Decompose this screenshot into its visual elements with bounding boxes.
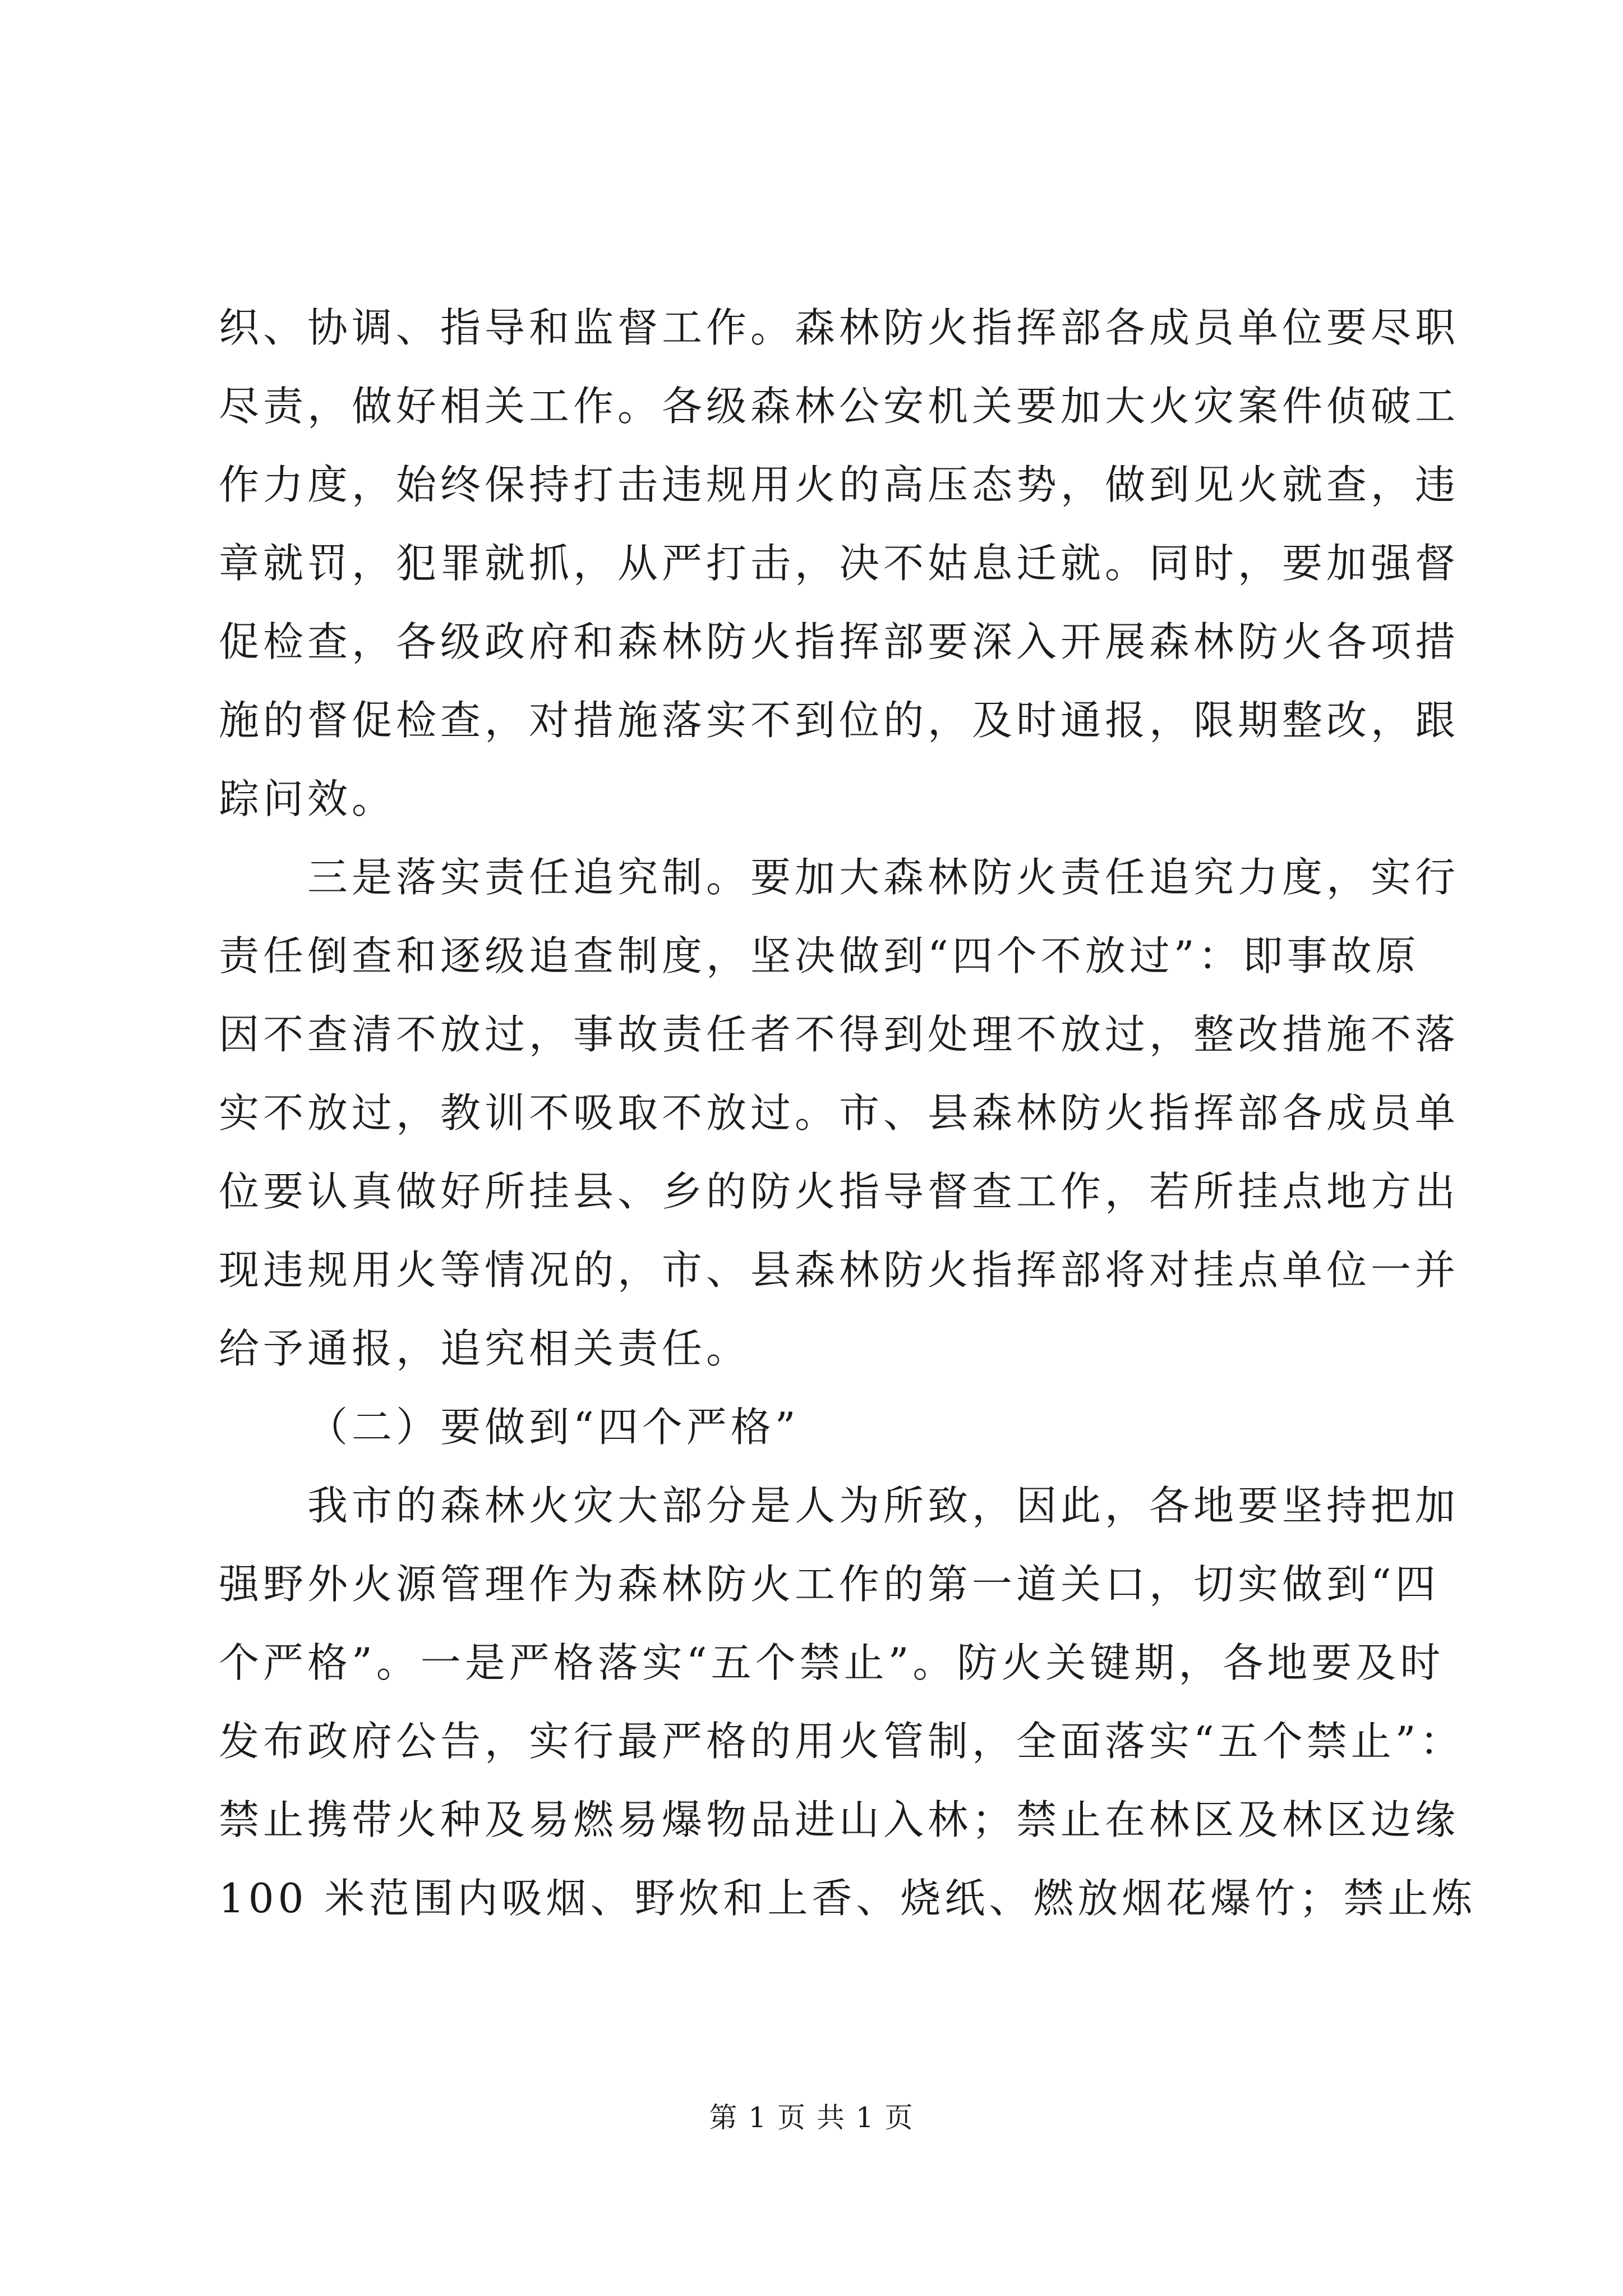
text-line: 踪问效。 [219,775,396,822]
text-line: 促检查，各级政府和森林防火指挥部要深入开展森林防火各项措 [219,618,1460,665]
text-line: 禁止携带火种及易燃易爆物品进山入林；禁止在林区及林区边缘 [219,1796,1460,1843]
text-line: 100 米范围内吸烟、野炊和上香、烧纸、燃放烟花爆竹；禁止炼 [219,1875,1477,1922]
text-line: 位要认真做好所挂县、乡的防火指导督查工作，若所挂点地方出 [219,1168,1460,1215]
text-line: 尽责，做好相关工作。各级森林公安机关要加大火灾案件侦破工 [219,383,1460,430]
text-line: 强野外火源管理作为森林防火工作的第一道关口，切实做到“四 [219,1561,1440,1608]
text-line: 发布政府公告，实行最严格的用火管制，全面落实“五个禁止”： [219,1718,1464,1765]
text-line: 给予通报，追究相关责任。 [219,1325,751,1372]
text-line: 施的督促检查，对措施落实不到位的，及时通报，限期整改，跟 [219,697,1460,744]
text-line: 个严格”。一是严格落实“五个禁止”。防火关键期，各地要及时 [219,1639,1445,1686]
text-line: 章就罚，犯罪就抓，从严打击，决不姑息迁就。同时，要加强督 [219,540,1460,587]
text-line: 责任倒查和逐级追查制度，坚决做到“四个不放过”：即事故原 [219,932,1420,979]
paragraph-first-line: 三是落实责任追究制。要加大森林防火责任追究力度，实行 [307,854,1460,901]
paragraph-first-line: 我市的森林火灾大部分是人为所致，因此，各地要坚持把加 [307,1482,1460,1529]
text-line: 实不放过，教训不吸取不放过。市、县森林防火指挥部各成员单 [219,1089,1460,1137]
text-line: 现违规用火等情况的，市、县森林防火指挥部将对挂点单位一并 [219,1246,1460,1294]
text-line: 因不查清不放过，事故责任者不得到处理不放过，整改措施不落 [219,1011,1460,1058]
text-line: 织、协调、指导和监督工作。森林防火指挥部各成员单位要尽职 [219,304,1460,351]
text-line: 作力度，始终保持打击违规用火的高压态势，做到见火就查，违 [219,461,1460,508]
section-heading: （二）要做到“四个严格” [307,1404,800,1451]
page-number-footer: 第 1 页 共 1 页 [709,2101,914,2134]
